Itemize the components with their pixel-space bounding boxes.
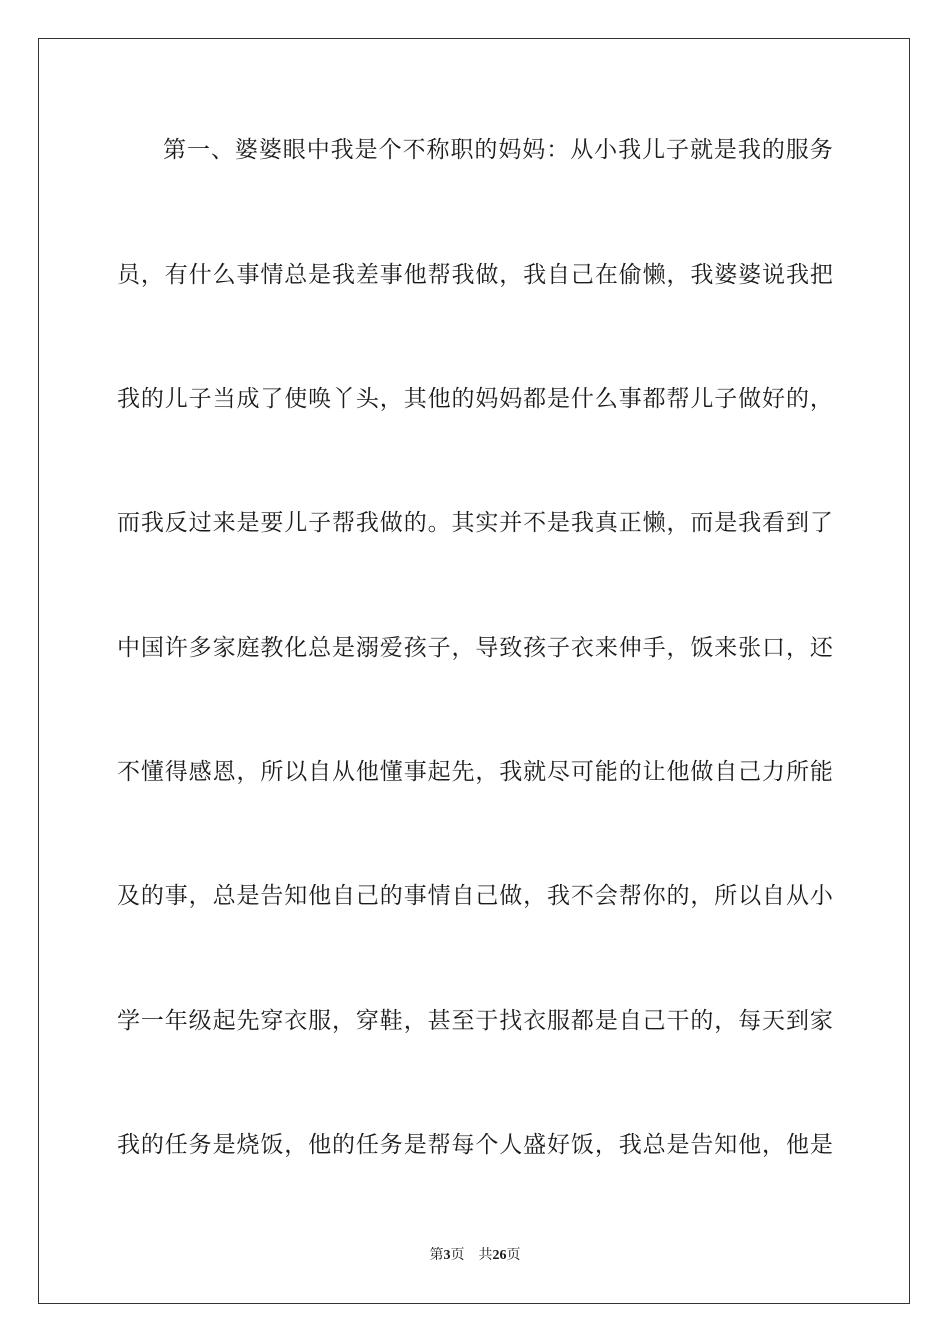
- footer-page-suffix: 页: [450, 1248, 465, 1263]
- text-line-4: 而 我 反 过 来 是 要 儿 子 帮 我 做 的 。 其 实 并 不 是 我 真 正 懒 ， 而 是 我 看 到 了: [117, 510, 833, 536]
- footer-page-prefix: 第: [429, 1248, 444, 1263]
- footer-total-pages: 26: [492, 1248, 507, 1263]
- text-line-3: 我 的 儿 子 当 成 了 使 唤 丫 头 ， 其 他 的 妈 妈 都 是 什 么 事 都 帮 儿 子 做 好 的 ，: [117, 386, 833, 412]
- text-line-5: 中 国 许 多 家 庭 教 化 总 是 溺 爱 孩 子 ， 导 致 孩 子 衣 来 伸 手 ， 饭 来 张 口 ， 还: [117, 635, 833, 661]
- footer-page-number: 3: [443, 1248, 451, 1263]
- text-line-7: 及 的 事 ， 总 是 告 知 他 自 己 的 事 情 自 己 做 ， 我 不 会 帮 你 的 ， 所 以 自 从 小: [117, 883, 833, 909]
- text-line-1: 第 一 、 婆 婆 眼 中 我 是 个 不 称 职 的 妈 妈 ： 从 小 我 儿 子 就 是 我 的 服 务: [163, 137, 833, 163]
- footer-total-prefix: 共: [478, 1248, 493, 1263]
- text-line-6: 不 懂 得 感 恩 ， 所 以 自 从 他 懂 事 起 先 ， 我 就 尽 可 能 的 让 他 做 自 己 力 所 能: [117, 759, 833, 785]
- page-footer: [0, 1247, 950, 1265]
- footer-total-suffix: 页: [506, 1248, 521, 1263]
- text-line-8: 学 一 年 级 起 先 穿 衣 服 ， 穿 鞋 ， 甚 至 于 找 衣 服 都 是 自 己 干 的 ， 每 天 到 家: [117, 1008, 833, 1034]
- text-line-2: 员 ， 有 什 么 事 情 总 是 我 差 事 他 帮 我 做 ， 我 自 己 在 偷 懒 ， 我 婆 婆 说 我 把: [117, 262, 833, 288]
- text-line-9: 我 的 任 务 是 烧 饭 ， 他 的 任 务 是 帮 每 个 人 盛 好 饭 ， 我 总 是 告 知 他 ， 他 是: [117, 1132, 833, 1158]
- page-border: [38, 38, 910, 1304]
